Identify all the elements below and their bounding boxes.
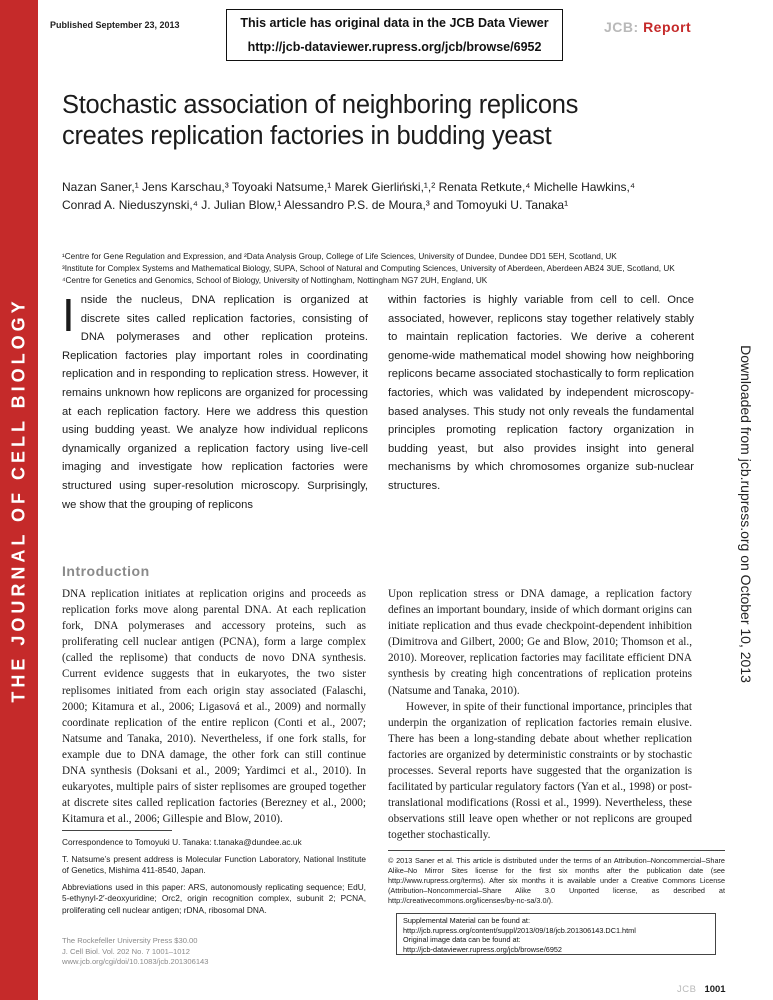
abstract-right-column: within factories is highly variable from cell to cell. Once associated, however, replicons stay together relatively stably to maintain replication factories. We derive a coherent genome-wide mathematical model showing how neighboring replicons became associated stochastically to form replication factories, which was validated by independent microscopy-based analyses. This study not only reveals the fundamental principles promoting replication factory organization in budding yeast, but also provides insight into general mechanisms by which chromosomes organize sub-nuclear structures. [388, 294, 694, 492]
original-data-label: Original image data can be found at: [403, 935, 521, 944]
affiliations [62, 251, 752, 287]
published-date: Published September 23, 2013 [50, 20, 180, 30]
journal-name: THE JOURNAL OF CELL BIOLOGY [8, 297, 29, 703]
original-data-link[interactable]: http://jcb-dataviewer.rupress.org/jcb/browse/6952 [403, 944, 562, 954]
page-number: 1001 [704, 984, 726, 995]
download-watermark: Downloaded from jcb.rupress.org on October 10, 2013 [738, 345, 754, 683]
paragraph: DNA replication initiates at replication origins and proceeds as replication forks move along parental DNA. At each replication fork, DNA polymerases and accessory proteins, such as proliferating cell nuclear antigen (PCNA), form a large complex (called the replisome) that conducts de novo DNA synthesis. Current evidence suggests that in eukaryotes, the two sister replisomes initiated from each origin stay associated (Falaschi, 2000; Kitamura et al., 2006; Ligasová et al., 2009) and normally coordinate replication of the entire replicon (Conti et al., 2007; Natsume and Tanaka, 2010). Nevertheless, if one fork stalls, for example due to DNA damage, the other fork can still continue DNA synthesis (Doksani et al., 2009; Yardimci et al., 2010). In eukaryotes, multiple pairs of sister replisomes are grouped together at discrete sites called replication factories (Berezney et al., 2000; Kitamura et al., 2006; Gillespie and Blow, 2010). [62, 588, 366, 826]
footer-journal: JCB [677, 984, 697, 995]
section-heading: Introduction [62, 563, 150, 579]
banner-text: This article has original data in the JCB Data Viewer [240, 16, 549, 30]
publication-info [62, 936, 209, 968]
paragraph: However, in spite of their functional importance, principles that underpin the organization of replication factories remain elusive. There has been a long-standing debate about whether replication factories are organized by deterministic constraints or by stochastic processes. Several reports have suggested that the organization is facilitated by particular regulatory factors (Yan et al., 1998) or post-translational modifications (Rossi et al., 1999). Nevertheless, these observations still leave open whether or not replicons are grouped together stochastically. [388, 700, 692, 842]
correspondence-note: Correspondence to Tomoyuki U. Tanaka: t.tanaka@dundee.ac.uk [62, 837, 302, 847]
abstract-left-column [62, 289, 368, 511]
intro-right-column [388, 586, 692, 844]
publisher-line: The Rockefeller University Press $30.00 [62, 936, 198, 945]
paragraph: Upon replication stress or DNA damage, a replication factory defines an important boundary, inside of which dormant origins can initiate replication and thus evade checkpoint-dependent inhibition (Dimitrova and Gilbert, 2000; Ge and Blow, 2010; Thomson et al., 2010). Moreover, replication factories may facilitate efficient DNA synthesis by creating high concentrations of replication proteins (Natsume and Tanaka, 2010). [388, 588, 692, 697]
author-list [62, 178, 722, 214]
author-line: Conrad A. Nieduszynski,⁴ J. Julian Blow,¹ Alessandro P.S. de Moura,³ and Tomoyuki U. Tanaka¹ [62, 198, 569, 212]
data-viewer-banner [226, 9, 563, 61]
journal-section-label [604, 19, 691, 35]
intro-left-column [62, 586, 366, 827]
affiliation: ³Institute for Complex Systems and Mathematical Biology, SUPA, School of Natural and Computing Sciences, University of Aberdeen, Aberdeen AB24 3UE, Scotland, UK [62, 264, 675, 273]
supplemental-box [396, 913, 716, 955]
citation-line: J. Cell Biol. Vol. 202 No. 7 1001–1012 [62, 946, 190, 956]
jcb-logo: JCB: [604, 19, 639, 35]
footnote-divider [62, 830, 172, 831]
copyright-divider [388, 850, 725, 851]
drop-cap: I [62, 289, 75, 341]
supplemental-label: Supplemental Material can be found at: [403, 916, 530, 925]
title-line: creates replication factories in budding yeast [62, 122, 552, 150]
abbreviations-note: Abbreviations used in this paper: ARS, autonomously replicating sequence; EdU, 5-ethynyl-2′-deoxyuridine; Orc2, origin recognition complex, subunit 2; PCNA, proliferating cell nuclear antigen; rDNA, ribosomal DNA. [62, 881, 366, 915]
title-line: Stochastic association of neighboring replicons [62, 91, 579, 119]
doi-link[interactable]: www.jcb.org/cgi/doi/10.1083/jcb.201306143 [62, 957, 209, 966]
journal-sidebar [0, 0, 38, 1000]
present-address-note: T. Natsume’s present address is Molecular Function Laboratory, National Institute of Genetics, Mishima 411-8540, Japan. [62, 853, 366, 875]
affiliation: ⁴Centre for Genetics and Genomics, School of Biology, University of Nottingham, Nottingham NG7 2UH, England, UK [62, 276, 488, 285]
abstract-text: nside the nucleus, DNA replication is organized at discrete sites called replication factories, consisting of DNA polymerases and other replication proteins. Replication factories play important roles in coordinating replication and in responding to replication stress. However, it remains unknown how replicons are organized for processing at each replication factory. Here we address this question using budding yeast. We analyze how individual replicons dynamically organized a replication factory using live-cell imaging and investigate how replication factories were structured using super-resolution microscopy. Surprisingly, we show that the grouping of replicons [62, 294, 368, 511]
footnotes [62, 837, 366, 921]
page-footer [677, 984, 726, 995]
supplemental-link[interactable]: http://jcb.rupress.org/content/suppl/2013/09/18/jcb.201306143.DC1.html [403, 925, 636, 935]
affiliation: ¹Centre for Gene Regulation and Expression, and ²Data Analysis Group, College of Life Sciences, University of Dundee, Dundee DD1 5EH, Scotland, UK [62, 252, 617, 261]
article-title [62, 90, 692, 152]
section-label: Report [643, 19, 692, 35]
copyright-notice: © 2013 Saner et al. This article is distributed under the terms of an Attribution–Noncommercial–Share Alike–No Mirror Sites license for the first six months after the publication date (see http://www.rupress.org/terms). After six months it is available under a Creative Commons License (Attribution–Noncommercial–Share Alike 3.0 Unported license, as described at http://creativecommons.org/licenses/by-nc-sa/3.0/). [388, 856, 725, 905]
data-viewer-link[interactable]: http://jcb-dataviewer.rupress.org/jcb/browse/6952 [247, 40, 542, 54]
author-line: Nazan Saner,¹ Jens Karschau,³ Toyoaki Natsume,¹ Marek Gierliński,¹,² Renata Retkute,⁴ Michelle Hawkins,⁴ [62, 180, 635, 194]
